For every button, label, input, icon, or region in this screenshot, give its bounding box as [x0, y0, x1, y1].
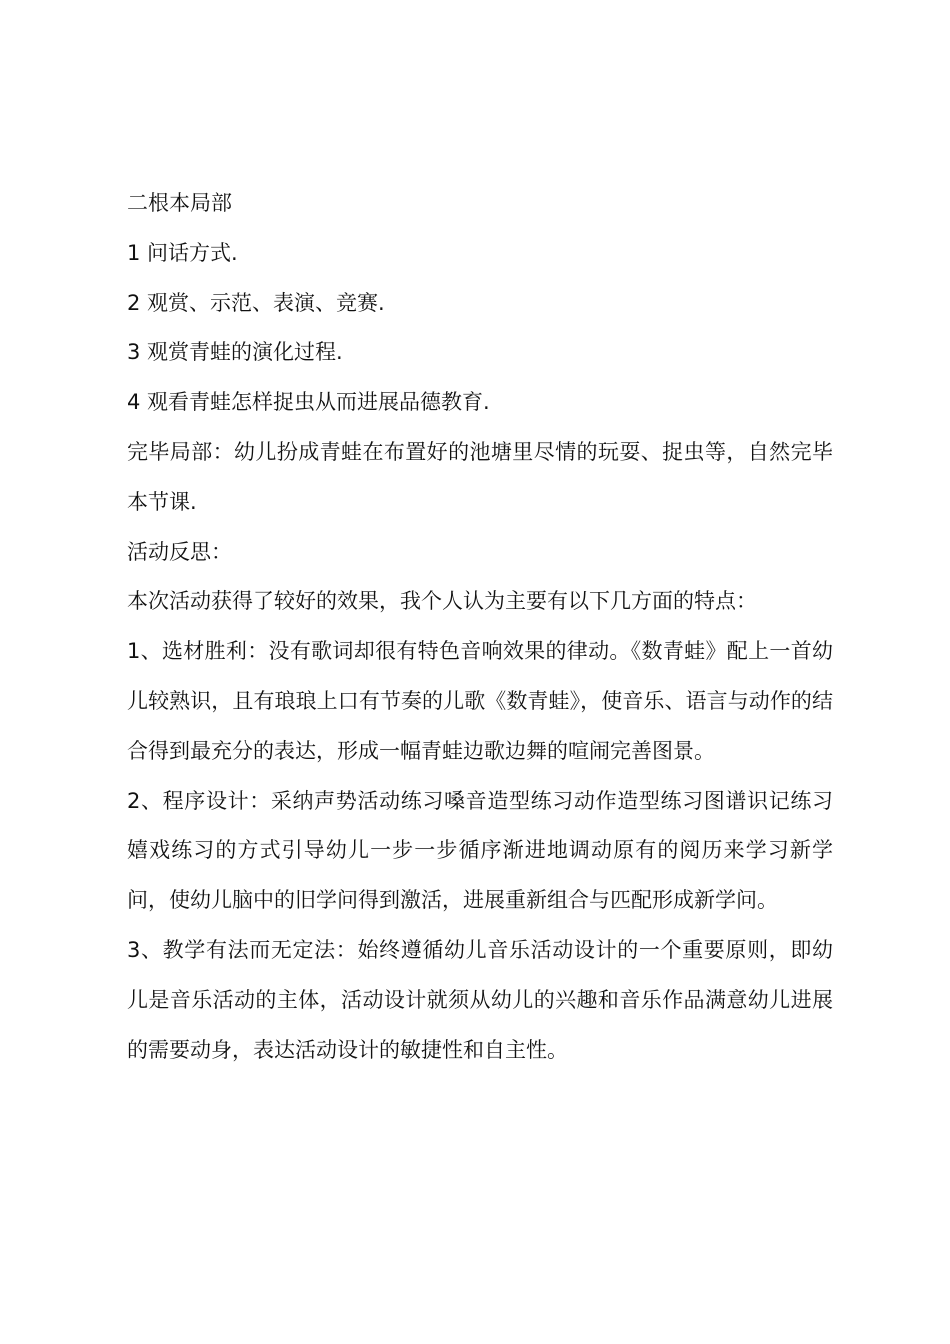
list-item: 1 问话方式.	[127, 240, 238, 265]
ending-paragraph: 完毕局部：幼儿扮成青蛙在布置好的池塘里尽情的玩耍、捉虫等，自然完毕本节课.	[127, 439, 833, 514]
reflection-point: 1、选材胜利：没有歌词却很有特色音响效果的律动。《数青蛙》配上一首幼儿较熟识，且有琅琅上口有节奏的儿歌《数青蛙》，使音乐、语言与动作的结合得到最充分的表达，形成一幅青蛙边歌边舞的喧闹完善图景。	[127, 639, 833, 763]
list-item: 4 观看青蛙怎样捉虫从而进展品德教育.	[127, 390, 490, 415]
reflection-intro: 本次活动获得了较好的效果，我个人认为主要有以下几方面的特点：	[127, 589, 757, 614]
reflection-point: 2、程序设计：采纳声势活动练习嗓音造型练习动作造型练习图谱识记练习嬉戏练习的方式引导幼儿一步一步循序渐进地调动原有的阅历来学习新学问，使幼儿脑中的旧学问得到激活，进展重新组合与匹配形成新学问。	[127, 788, 833, 913]
document-body	[127, 179, 833, 1075]
reflection-point: 3、教学有法而无定法：始终遵循幼儿音乐活动设计的一个重要原则，即幼儿是音乐活动的主体，活动设计就须从幼儿的兴趣和音乐作品满意幼儿进展的需要动身，表达活动设计的敏捷性和自主性。	[127, 937, 833, 1062]
reflection-heading: 活动反思：	[127, 539, 232, 564]
section-heading: 二根本局部	[127, 191, 232, 215]
list-item: 3 观赏青蛙的演化过程.	[127, 340, 343, 365]
list-item: 2 观赏、示范、表演、竞赛.	[127, 290, 385, 315]
